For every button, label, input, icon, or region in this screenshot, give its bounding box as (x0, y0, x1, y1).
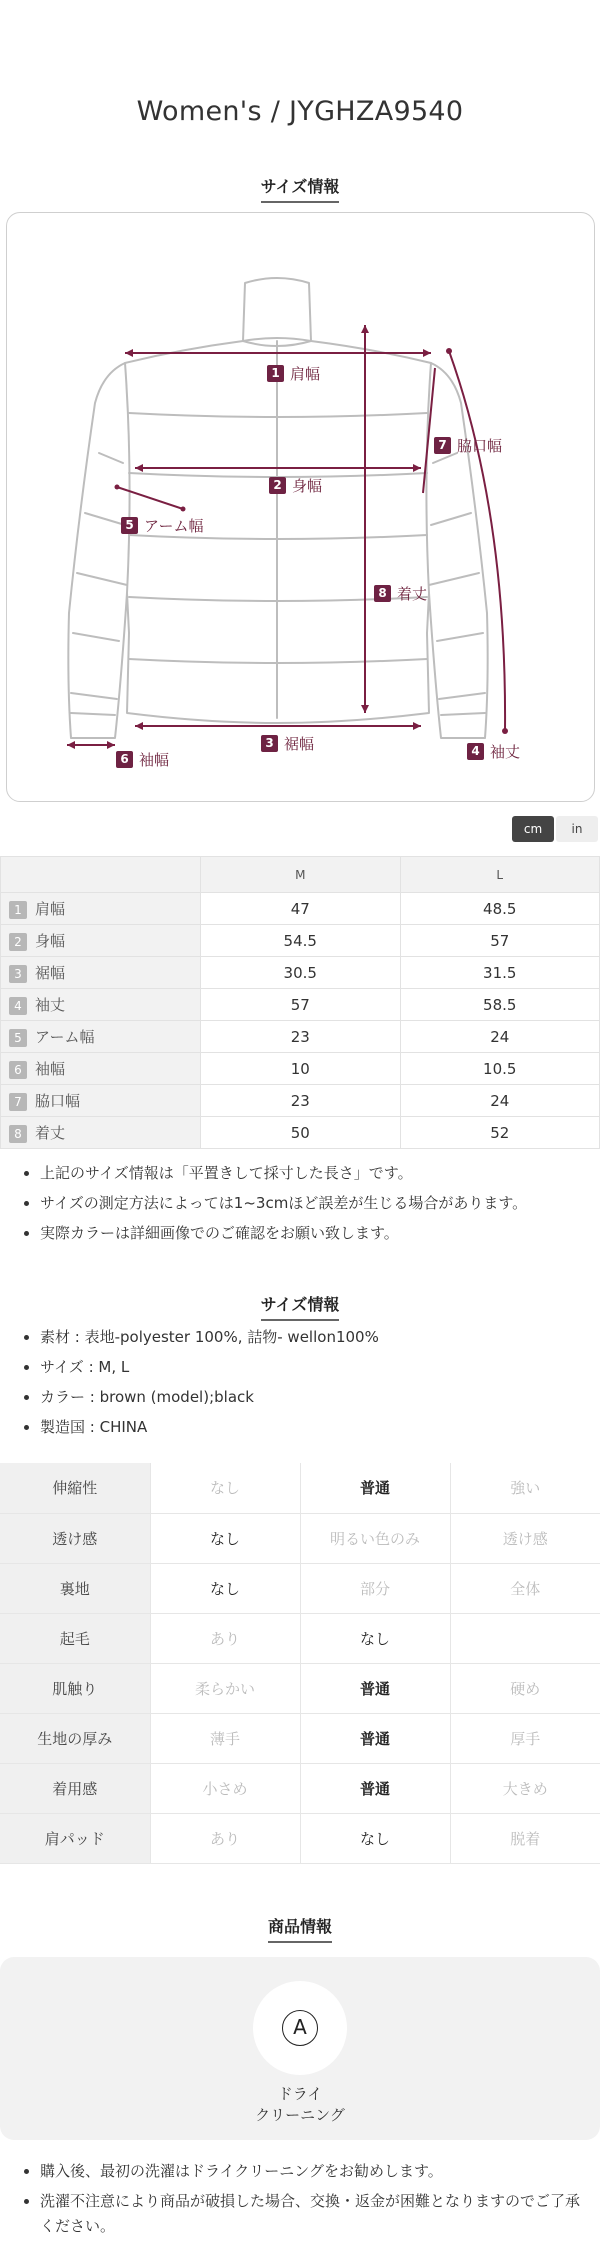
size-header-m: M (201, 857, 401, 893)
size-table-row (1, 1117, 600, 1149)
fabric-feel-label: 肩パッド (0, 1813, 150, 1863)
fabric-feel-option: 普通 (300, 1663, 450, 1713)
row-number-badge: 3 (9, 965, 27, 983)
fabric-feel-table (0, 1463, 600, 1864)
size-value-cell: 57 (400, 925, 600, 957)
fabric-feel-row (0, 1613, 600, 1663)
fabric-feel-option: 全体 (450, 1563, 600, 1613)
size-value-cell: 47 (201, 893, 401, 925)
unit-cm-button[interactable]: cm (512, 816, 554, 842)
measurement-label-cuff-width: 6 袖幅 (116, 749, 169, 770)
dry-clean-icon: A (282, 2010, 318, 2046)
note-item: • 素材 : 表地-polyester 100%, 詰物- wellon100% (40, 1322, 590, 1352)
fabric-feel-label: 透け感 (0, 1513, 150, 1563)
size-notes (20, 1158, 590, 1248)
measurement-label-sleeve-length: 4 袖丈 (467, 741, 520, 762)
care-notes (20, 2156, 590, 2239)
size-table-row (1, 1085, 600, 1117)
measurement-label-chest: 2 身幅 (269, 475, 322, 496)
fabric-feel-label: 着用感 (0, 1763, 150, 1813)
note-item: • 洗濯不注意により商品が破損した場合、交換・返金が困難となりますのでご了承ください。 (40, 2186, 590, 2239)
fabric-feel-label: 裏地 (0, 1563, 150, 1613)
size-value-cell: 23 (201, 1021, 401, 1053)
size-table-row (1, 1053, 600, 1085)
fabric-feel-option: 普通 (300, 1713, 450, 1763)
size-value-cell: 48.5 (400, 893, 600, 925)
note-item: • カラー : brown (model);black (40, 1382, 590, 1412)
care-icon-circle (253, 1981, 347, 2075)
row-label-text: 裾幅 (35, 964, 66, 982)
fabric-feel-option: 強い (450, 1463, 600, 1513)
care-label-line2: クリーニング (255, 2106, 345, 2124)
size-value-cell: 30.5 (201, 957, 401, 989)
size-row-label (1, 1117, 201, 1149)
fabric-feel-option: あり (150, 1613, 300, 1663)
row-label-text: 脇口幅 (35, 1092, 81, 1110)
note-item: • 実際カラーは詳細画像でのご確認をお願い致します。 (40, 1218, 590, 1248)
fabric-feel-row (0, 1713, 600, 1763)
size-table-row (1, 1021, 600, 1053)
note-item: • 製造国 : CHINA (40, 1412, 590, 1442)
fabric-feel-option: なし (150, 1563, 300, 1613)
row-label-text: 肩幅 (35, 900, 66, 918)
size-table (0, 856, 600, 1149)
size-value-cell: 57 (201, 989, 401, 1021)
care-box (0, 1957, 600, 2140)
fabric-feel-option: 普通 (300, 1763, 450, 1813)
fabric-feel-option: 薄手 (150, 1713, 300, 1763)
fabric-feel-label: 起毛 (0, 1613, 150, 1663)
material-notes (20, 1322, 590, 1442)
size-value-cell: 31.5 (400, 957, 600, 989)
material-heading: サイズ情報 (0, 1292, 600, 1321)
fabric-feel-option: 普通 (300, 1463, 450, 1513)
fabric-feel-option: なし (300, 1813, 450, 1863)
fabric-feel-row (0, 1663, 600, 1713)
care-label-line1: ドライ (277, 2085, 323, 2103)
size-row-label (1, 1053, 201, 1085)
fabric-feel-option: 柔らかい (150, 1663, 300, 1713)
fabric-feel-label: 伸縮性 (0, 1463, 150, 1513)
measurement-label-length: 8 着丈 (374, 583, 427, 604)
care-label (0, 2084, 600, 2126)
size-table-row (1, 893, 600, 925)
row-label-text: 着丈 (35, 1124, 66, 1142)
unit-toggle (512, 816, 598, 842)
size-value-cell: 10 (201, 1053, 401, 1085)
size-value-cell: 58.5 (400, 989, 600, 1021)
fabric-feel-option: 硬め (450, 1663, 600, 1713)
fabric-feel-row (0, 1563, 600, 1613)
fabric-feel-option: あり (150, 1813, 300, 1863)
size-row-label (1, 957, 201, 989)
size-value-cell: 10.5 (400, 1053, 600, 1085)
size-value-cell: 23 (201, 1085, 401, 1117)
measurement-label-arm-width: 5 アーム幅 (121, 515, 204, 536)
row-label-text: アーム幅 (35, 1028, 95, 1046)
fabric-feel-label: 肌触り (0, 1663, 150, 1713)
measurement-label-armhole: 7 脇口幅 (434, 435, 502, 456)
row-label-text: 袖丈 (35, 996, 66, 1014)
row-number-badge: 7 (9, 1093, 27, 1111)
size-row-label (1, 1085, 201, 1117)
fabric-feel-option: なし (300, 1613, 450, 1663)
fabric-feel-option: 透け感 (450, 1513, 600, 1563)
product-info-heading: 商品情報 (0, 1914, 600, 1943)
fabric-feel-option: なし (150, 1513, 300, 1563)
fabric-feel-option: 脱着 (450, 1813, 600, 1863)
fabric-feel-row (0, 1513, 600, 1563)
fabric-feel-option: 大きめ (450, 1763, 600, 1813)
fabric-feel-row (0, 1763, 600, 1813)
fabric-feel-option: 明るい色のみ (300, 1513, 450, 1563)
row-number-badge: 6 (9, 1061, 27, 1079)
fabric-feel-option: 部分 (300, 1563, 450, 1613)
size-info-heading: サイズ情報 (0, 174, 600, 203)
size-value-cell: 52 (400, 1117, 600, 1149)
size-row-label (1, 925, 201, 957)
size-row-label (1, 1021, 201, 1053)
fabric-feel-row (0, 1463, 600, 1513)
size-row-label (1, 989, 201, 1021)
page-title: Women's / JYGHZA9540 (136, 96, 464, 127)
fabric-feel-label: 生地の厚み (0, 1713, 150, 1763)
fabric-feel-option: 厚手 (450, 1713, 600, 1763)
row-number-badge: 5 (9, 1029, 27, 1047)
note-item: • 購入後、最初の洗濯はドライクリーニングをお勧めします。 (40, 2156, 590, 2186)
note-item: • 上記のサイズ情報は「平置きして採寸した長さ」です。 (40, 1158, 590, 1188)
fabric-feel-option: なし (150, 1463, 300, 1513)
size-value-cell: 24 (400, 1085, 600, 1117)
jacket-illustration (7, 213, 596, 803)
size-table-row (1, 989, 600, 1021)
note-item: • サイズの測定方法によっては1~3cmほど誤差が生じる場合があります。 (40, 1188, 590, 1218)
measurement-label-hem: 3 裾幅 (261, 733, 314, 754)
size-value-cell: 24 (400, 1021, 600, 1053)
size-table-row (1, 925, 600, 957)
row-label-text: 袖幅 (35, 1060, 66, 1078)
size-table-header (1, 857, 600, 893)
fabric-feel-row (0, 1813, 600, 1863)
size-value-cell: 54.5 (201, 925, 401, 957)
measurement-label-shoulder: 1 肩幅 (267, 363, 320, 384)
fabric-feel-option: 小さめ (150, 1763, 300, 1813)
size-header-l: L (400, 857, 600, 893)
row-number-badge: 2 (9, 933, 27, 951)
row-number-badge: 1 (9, 901, 27, 919)
size-table-corner (1, 857, 201, 893)
unit-in-button[interactable]: in (556, 816, 598, 842)
note-item: • サイズ : M, L (40, 1352, 590, 1382)
row-number-badge: 8 (9, 1125, 27, 1143)
measurement-diagram (6, 212, 595, 802)
fabric-feel-option (450, 1613, 600, 1663)
size-row-label (1, 893, 201, 925)
size-table-row (1, 957, 600, 989)
row-label-text: 身幅 (35, 932, 66, 950)
row-number-badge: 4 (9, 997, 27, 1015)
size-value-cell: 50 (201, 1117, 401, 1149)
